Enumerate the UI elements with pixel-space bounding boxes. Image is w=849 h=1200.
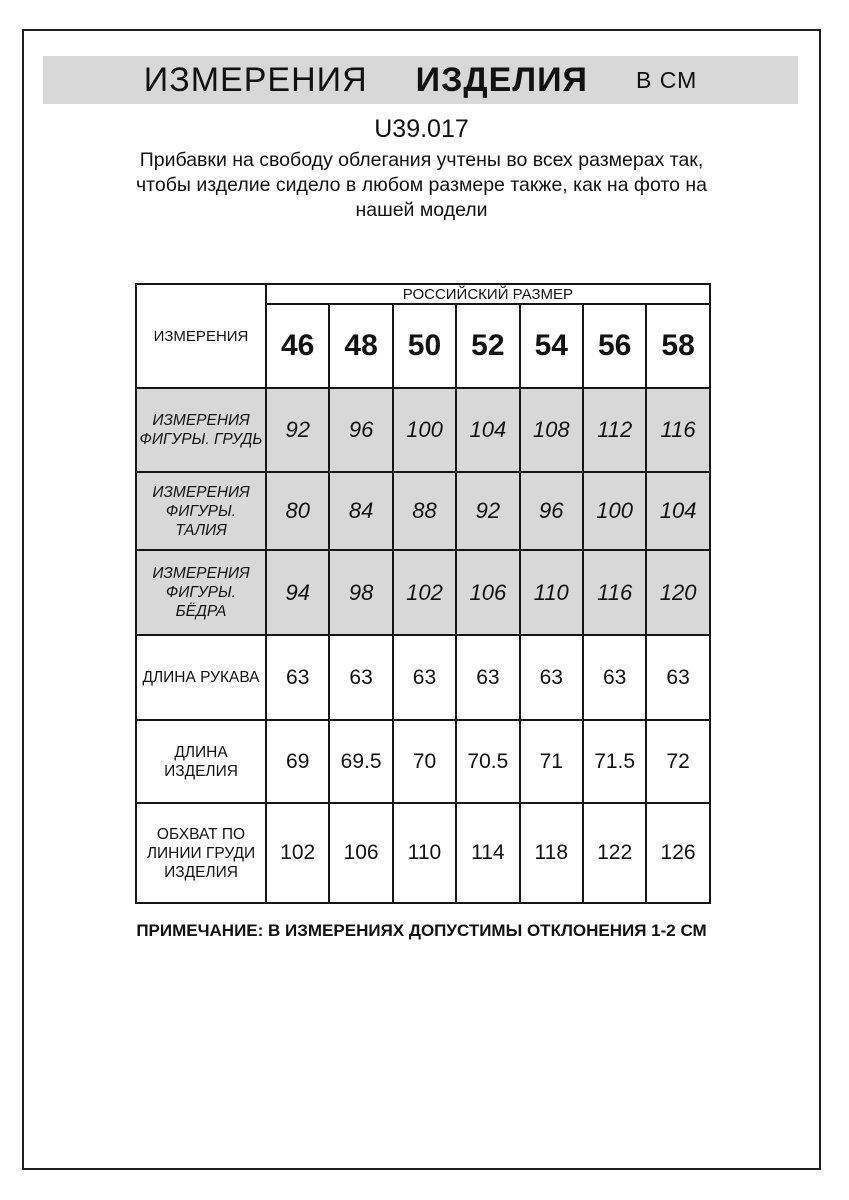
row-label: ДЛИНА РУКАВА [136,635,266,720]
corner-header-cell: ИЗМЕРЕНИЯ [136,284,266,388]
size-column-header: 56 [583,304,646,388]
table-row [136,550,710,635]
title-bar [43,56,798,104]
russian-size-header: РОССИЙСКИЙ РАЗМЕР [266,284,710,304]
table-cell: 100 [393,388,456,472]
table-cell: 106 [329,803,392,903]
table-cell: 88 [393,472,456,550]
table-cell: 102 [266,803,329,903]
table-cell: 122 [583,803,646,903]
row-label: ИЗМЕРЕНИЯ ФИГУРЫ. ТАЛИЯ [136,472,266,550]
table-cell: 72 [646,720,709,803]
row-label: ОБХВАТ ПО ЛИНИИ ГРУДИ ИЗДЕЛИЯ [136,803,266,903]
table-cell: 63 [329,635,392,720]
table-cell: 108 [520,388,583,472]
document-page-border [22,29,821,1170]
table-row [136,388,710,472]
size-column-header: 52 [456,304,519,388]
table-row [136,803,710,903]
table-cell: 110 [393,803,456,903]
table-row [136,720,710,803]
table-cell: 118 [520,803,583,903]
fit-description-line: чтобы изделие сидело в любом размере также, как на фото на [136,174,707,196]
table-cell: 114 [456,803,519,903]
table-cell: 116 [646,388,709,472]
table-cell: 70 [393,720,456,803]
row-label: ИЗМЕРЕНИЯ ФИГУРЫ. БЁДРА [136,550,266,635]
table-cell: 104 [646,472,709,550]
table-cell: 63 [266,635,329,720]
table-cell: 96 [520,472,583,550]
tolerance-note: ПРИМЕЧАНИЕ: В ИЗМЕРЕНИЯХ ДОПУСТИМЫ ОТКЛОНЕНИЯ 1-2 СМ [136,921,707,940]
table-cell: 112 [583,388,646,472]
table-cell: 70.5 [456,720,519,803]
table-cell: 96 [329,388,392,472]
table-cell: 84 [329,472,392,550]
fit-description-line: нашей модели [355,199,488,221]
row-label: ДЛИНА ИЗДЕЛИЯ [136,720,266,803]
table-cell: 98 [329,550,392,635]
size-column-header: 46 [266,304,329,388]
fit-description [24,148,819,223]
table-cell: 100 [583,472,646,550]
table-cell: 116 [583,550,646,635]
table-cell: 126 [646,803,709,903]
table-cell: 104 [456,388,519,472]
table-cell: 71 [520,720,583,803]
table-cell: 63 [393,635,456,720]
table-cell: 94 [266,550,329,635]
table-cell: 106 [456,550,519,635]
table-cell: 69.5 [329,720,392,803]
table-cell: 63 [646,635,709,720]
table-cell: 102 [393,550,456,635]
page-title-bold: ИЗДЕЛИЯ [415,60,588,99]
table-cell: 80 [266,472,329,550]
table-cell: 120 [646,550,709,635]
table-row [136,635,710,720]
table-cell: 69 [266,720,329,803]
table-cell: 92 [266,388,329,472]
table-cell: 92 [456,472,519,550]
table-cell: 71.5 [583,720,646,803]
units-label: В СМ [636,66,698,93]
row-label: ИЗМЕРЕНИЯ ФИГУРЫ. ГРУДЬ [136,388,266,472]
page-title: ИЗМЕРЕНИЯ [143,60,368,99]
table-header-row [136,284,710,304]
table-cell: 63 [583,635,646,720]
size-column-header: 50 [393,304,456,388]
article-code: U39.017 [374,115,469,143]
table-cell: 110 [520,550,583,635]
size-column-header: 58 [646,304,709,388]
size-chart-table [135,283,711,904]
size-column-header: 48 [329,304,392,388]
table-cell: 63 [456,635,519,720]
fit-description-line: Прибавки на свободу облегания учтены во всех размерах так, [139,149,704,171]
table-cell: 63 [520,635,583,720]
size-column-header: 54 [520,304,583,388]
table-row [136,472,710,550]
